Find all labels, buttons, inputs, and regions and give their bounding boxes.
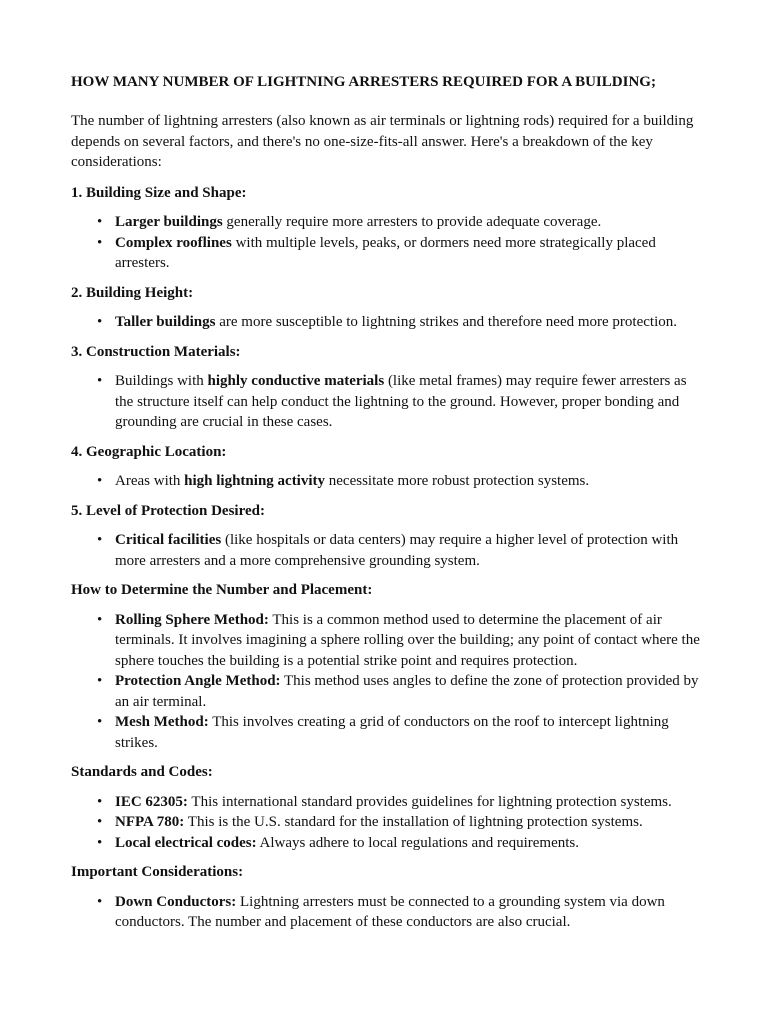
bullet-list bbox=[71, 212, 701, 274]
bullet-icon: • bbox=[97, 714, 103, 730]
item-bold-term: Mesh Method: bbox=[115, 714, 209, 730]
list-item bbox=[97, 833, 701, 854]
bullet-list bbox=[71, 471, 701, 492]
section-heading: 3. Construction Materials: bbox=[71, 343, 241, 360]
section-heading: 1. Building Size and Shape: bbox=[71, 184, 247, 201]
bullet-icon: • bbox=[97, 893, 103, 910]
list-item bbox=[97, 233, 701, 274]
item-text: This is a common method used to determine the placement of air terminals. It involves imagining a sphere rolling over the building; any point of contact where the sphere touches the building is a potential strike point and requires protection. bbox=[115, 611, 700, 669]
item-text: This involves creating a grid of conductors on the roof to intercept lightning strikes. bbox=[115, 714, 669, 751]
item-bold-term: high lightning activity bbox=[184, 473, 326, 489]
bullet-icon: • bbox=[97, 214, 103, 230]
bullet-list bbox=[71, 892, 701, 933]
item-text: with multiple levels, peaks, or dormers need more strategically placed arresters. bbox=[115, 234, 656, 271]
bullet-icon: • bbox=[97, 314, 103, 330]
bullet-icon: • bbox=[97, 234, 103, 251]
item-bold-term: Rolling Sphere Method: bbox=[115, 611, 269, 628]
item-text: generally require more arresters to provide adequate coverage. bbox=[222, 214, 602, 230]
section-heading: Standards and Codes: bbox=[71, 764, 213, 780]
section-heading: 5. Level of Protection Desired: bbox=[71, 502, 265, 519]
item-lead-text: Areas with bbox=[115, 473, 185, 489]
list-item bbox=[97, 610, 701, 672]
bullet-list bbox=[71, 610, 701, 754]
list-item bbox=[97, 312, 701, 333]
item-text: Lightning arresters must be connected to a grounding system via down conductors. The number and placement of these conductors are also crucial. bbox=[115, 893, 665, 930]
bullet-icon: • bbox=[97, 373, 103, 389]
bullet-list bbox=[71, 312, 701, 333]
list-item bbox=[97, 212, 701, 233]
item-text: Always adhere to local regulations and requirements. bbox=[256, 834, 580, 851]
bullet-list bbox=[71, 371, 701, 433]
item-bold-term: highly conductive materials bbox=[207, 373, 385, 389]
item-bold-term: Taller buildings bbox=[115, 314, 216, 330]
section-heading: Important Considerations: bbox=[71, 864, 244, 880]
bullet-icon: • bbox=[97, 814, 103, 830]
item-lead-text: Buildings with bbox=[115, 373, 208, 389]
item-text: are more susceptible to lightning strikes and therefore need more protection. bbox=[215, 314, 677, 330]
item-bold-term: Complex rooflines bbox=[115, 234, 232, 251]
list-item bbox=[97, 371, 701, 433]
item-text: This international standard provides guidelines for lightning protection systems. bbox=[187, 793, 672, 810]
document-page bbox=[71, 72, 701, 942]
document-title: HOW MANY NUMBER OF LIGHTNING ARRESTERS REQUIRED FOR A BUILDING; bbox=[71, 74, 656, 90]
list-item bbox=[97, 792, 701, 813]
list-item bbox=[97, 712, 701, 753]
section-heading: 2. Building Height: bbox=[71, 284, 194, 301]
bullet-icon: • bbox=[97, 673, 103, 689]
item-bold-term: Critical facilities bbox=[115, 532, 222, 548]
sections-container bbox=[71, 183, 701, 933]
bullet-icon: • bbox=[97, 532, 103, 548]
bullet-icon: • bbox=[97, 611, 103, 628]
item-bold-term: Local electrical codes: bbox=[115, 834, 257, 851]
item-bold-term: Protection Angle Method: bbox=[115, 673, 281, 689]
item-text: (like metal frames) may require fewer arresters as the structure itself can help conduct the lightning to the ground. However, proper bonding and grounding are crucial in these cases. bbox=[115, 373, 687, 430]
item-text: This is the U.S. standard for the installation of lightning protection systems. bbox=[184, 814, 643, 830]
list-item bbox=[97, 671, 701, 712]
list-item bbox=[97, 812, 701, 833]
list-item bbox=[97, 471, 701, 492]
item-bold-term: NFPA 780: bbox=[115, 814, 185, 830]
bullet-list bbox=[71, 530, 701, 571]
bullet-icon: • bbox=[97, 793, 103, 810]
item-text: This method uses angles to define the zone of protection provided by an air terminal. bbox=[115, 673, 699, 710]
bullet-list bbox=[71, 792, 701, 854]
intro-paragraph: The number of lightning arresters (also known as air terminals or lightning rods) required for a building depends on several factors, and there's no one-size-fits-all answer. Here's a breakdown of the key considerations: bbox=[71, 113, 694, 170]
bullet-icon: • bbox=[97, 834, 103, 851]
item-text: (like hospitals or data centers) may require a higher level of protection with more arresters and a more comprehensive grounding system. bbox=[115, 532, 679, 569]
section-heading: 4. Geographic Location: bbox=[71, 443, 227, 460]
item-bold-term: Down Conductors: bbox=[115, 893, 237, 910]
item-bold-term: IEC 62305: bbox=[115, 793, 188, 810]
item-bold-term: Larger buildings bbox=[115, 214, 223, 230]
section-heading: How to Determine the Number and Placement: bbox=[71, 582, 373, 598]
item-text: necessitate more robust protection systems. bbox=[325, 473, 590, 489]
list-item bbox=[97, 892, 701, 933]
bullet-icon: • bbox=[97, 473, 103, 489]
list-item bbox=[97, 530, 701, 571]
